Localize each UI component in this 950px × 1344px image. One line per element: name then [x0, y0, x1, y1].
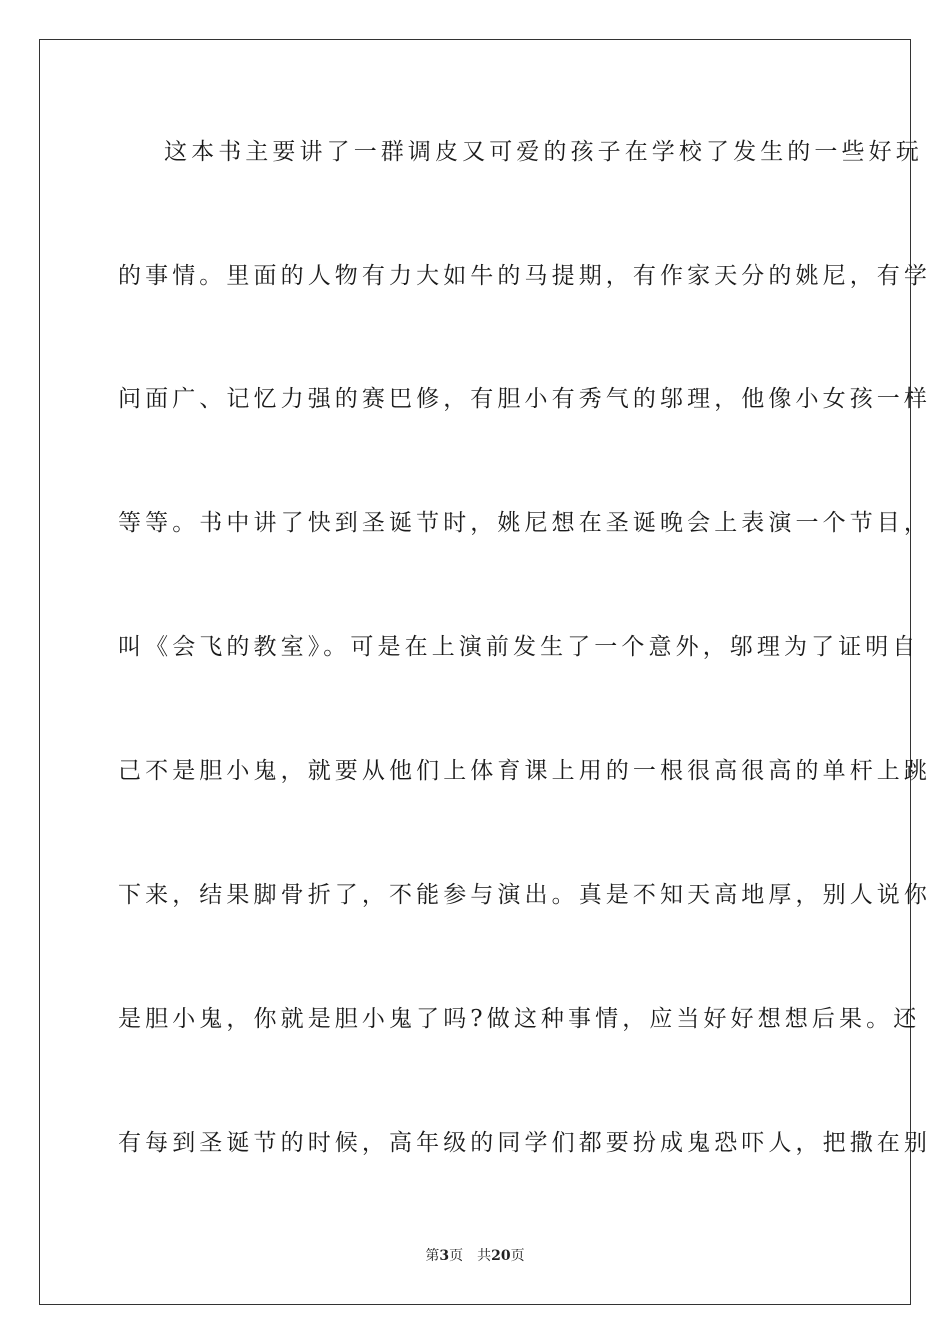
paragraph-line-8: 是胆小鬼，你就是胆小鬼了吗?做这种事情，应当好好想想后果。还 — [118, 1006, 921, 1032]
page-suffix: 页 — [449, 1248, 464, 1264]
paragraph-line-1: 这本书主要讲了一群调皮又可爱的孩子在学校了发生的一些好玩 — [164, 139, 923, 165]
paragraph-line-6: 己不是胆小鬼，就要从他们上体育课上用的一根很高很高的单杆上跳 — [118, 758, 931, 784]
paragraph-line-4: 等等。书中讲了快到圣诞节时，姚尼想在圣诞晚会上表演一个节目， — [118, 510, 931, 536]
paragraph-line-2: 的事情。里面的人物有力大如牛的马提期，有作家天分的姚尼，有学 — [118, 263, 931, 289]
total-prefix: 共 — [477, 1248, 492, 1264]
paragraph-line-7: 下来，结果脚骨折了，不能参与演出。真是不知天高地厚，别人说你 — [118, 882, 931, 908]
page-number: 3 — [439, 1248, 450, 1264]
total-pages: 20 — [491, 1248, 511, 1264]
paragraph-line-3: 问面广、记忆力强的赛巴修，有胆小有秀气的邬理，他像小女孩一样 — [118, 386, 931, 412]
page-border — [39, 39, 931, 1305]
paragraph-line-5: 叫《会飞的教室》。可是在上演前发生了一个意外，邬理为了证明自 — [118, 634, 920, 660]
total-suffix: 页 — [510, 1248, 525, 1264]
paragraph-line-9: 有每到圣诞节的时候，高年级的同学们都要扮成鬼恐吓人，把撒在别 — [118, 1130, 931, 1156]
page-footer — [0, 1247, 950, 1265]
page-prefix: 第 — [425, 1248, 440, 1264]
